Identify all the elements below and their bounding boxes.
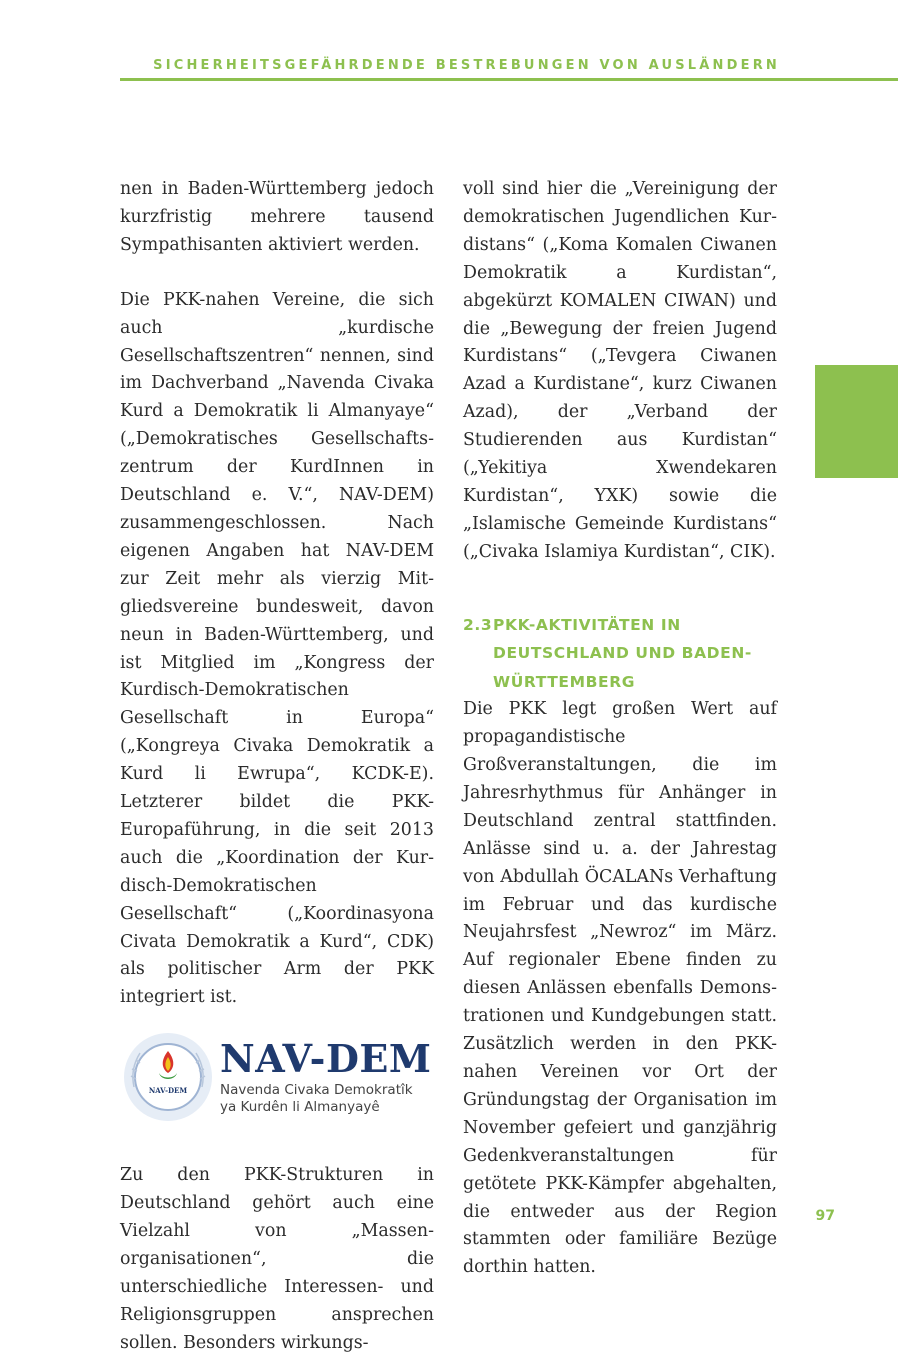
logo-title: NAV-DEM [220,1035,432,1081]
logo-subtitle-line2: ya Kurdên li Almanyayê [220,1098,380,1115]
right-column [463,176,777,1282]
paragraph: Die PKK legt großen Wert auf propagandistische Großveranstaltungen, die im Jahresrhythmus für Anhänger in Deutschland zentral stattfinden. Anlässe sind u. a. der Jahrestag von Abdullah ÖCALANs Verhaftung im Februar und das kurdische Neujahrsfest „Newroz“ im März. Auf regionaler Ebene finden zu diesen Anlässen ebenfalls Demonstrationen und Kundgebungen statt. Zusätzlich werden in den PKK-nahen Vereinen vor Ort der Gründungstag der Organisation im November gefeiert und ganzjährig Gedenkveranstaltungen für getötete PKK-Kämpfer abgehalten, die entweder aus der Region stammten oder familiäre Bezüge dorthin hatten. [463,699,777,1278]
header-rule [120,78,898,81]
page-number: 97 [815,1208,835,1224]
paragraph: Zu den PKK-Strukturen in Deutschland gehört auch eine Vielzahl von „Massenorganisationen“, die unterschiedliche Interessen- und Religionsgruppen ansprechen sollen. Besonders wirkungs- [120,1165,434,1353]
section-title-line2: DEUTSCHLAND UND BADEN- [493,644,752,663]
section-title-line1: PKK-AKTIVITÄTEN IN [493,615,681,634]
paragraph: nen in Baden-Württemberg jedoch kurzfristig mehrere tausend Sympathisanten aktiviert werden. [120,179,434,255]
nav-dem-logo [120,1024,434,1130]
paragraph: Die PKK-nahen Vereine, die sich auch „kurdische Gesellschaftszentren“ nennen, sind im Dachverband „Navenda Civaka Kurd a Demokratik li Almanyaye“ („Demokratisches Gesellschaftszentrum der KurdInnen in Deutschland e. V.“, NAV-DEM) zusammengeschlossen. Nach eigenen Angaben hat NAV-DEM zur Zeit mehr als vierzig Mitgliedsvereine bundesweit, davon neun in Baden-Württemberg, und ist Mitglied im „Kongress der Kurdisch-Demokratischen Gesellschaft in Europa“ („Kongreya Civaka Demokratik a Kurd li Ewrupa“, KCDK-E). Letzterer bildet die PKK-Europaführung, in die seit 2013 auch die „Koordination der Kurdisch-Demokratischen Gesellschaft“ („Koordinasyona Civata Demokratik a Kurd“, CDK) als politischer Arm der PKK integriert ist. [120,289,434,1008]
running-header: SICHERHEITSGEFÄHRDENDE BESTREBUNGEN VON AUSLÄNDERN [153,58,780,73]
paragraph: voll sind hier die „Vereinigung der demokratischen Jugendlichen Kurdistans“ („Koma Komalen Ciwanen Demokratik a Kurdistan“, abgekürzt KOMALEN CIWAN) und die „Bewegung der freien Jugend Kurdistans“ („Tevgera Ciwanen Azad a Kurdistane“, kurz Ciwanen Azad), der „Verband der Studierenden aus Kurdistan“ („Yekitiya Xwendekaren Kurdistan“, YXK) sowie die „Islamische Gemeinde Kurdistans“ („Civaka Islamiya Kurdistan“, CIK). [463,179,777,562]
emblem-text: NAV-DEM [148,1086,188,1096]
left-column [120,176,434,1358]
section-title-line3: WÜRTTEMBERG [493,672,636,691]
chapter-side-tab [815,365,898,478]
section-heading [463,611,777,697]
logo-subtitle-line1: Navenda Civaka Demokratîk [220,1081,413,1098]
nav-dem-emblem-icon [120,1029,216,1125]
section-number: 2.3 [463,615,493,634]
